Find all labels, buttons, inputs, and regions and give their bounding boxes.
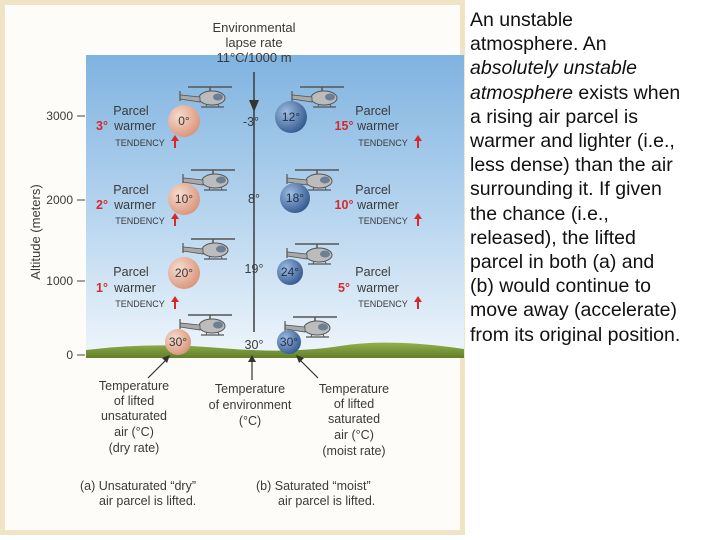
- env-temp-1000: 19°: [244, 262, 264, 276]
- dry-label-line: (dry rate): [108, 441, 160, 455]
- caption-line: An unstable: [470, 9, 573, 31]
- env-title-line1: Environmental: [212, 20, 296, 35]
- env-title-line3: 11°C/1000 m: [216, 50, 292, 65]
- dry-label-line: unsaturated: [100, 409, 168, 423]
- y-tick-1000: 1000: [46, 274, 73, 288]
- warmer-label: warmer: [114, 281, 156, 295]
- caption-line: a rising air parcel is: [470, 105, 638, 128]
- caption-a-line1: (a) Unsaturated “dry”: [80, 479, 197, 493]
- tendency-label: TENDENCY: [115, 216, 165, 226]
- caption-line: move away (accelerate): [470, 299, 677, 322]
- moist-label-line: air (°C): [334, 428, 374, 442]
- tendency-label: TENDENCY: [358, 216, 408, 226]
- caption-line: warmer and lighter (i.e.,: [470, 130, 675, 153]
- moist-diff-2000: 10°: [334, 198, 354, 212]
- y-tick-2000: 2000: [46, 193, 73, 207]
- env-temp-2000: 8°: [248, 192, 260, 206]
- dry-parcel-temp-0: 30°: [168, 335, 188, 349]
- caption-line: released), the lifted: [470, 226, 636, 249]
- warmer-label: warmer: [357, 281, 399, 295]
- moist-parcel-temp-1000: 24°: [280, 265, 300, 279]
- parcel-label: Parcel: [113, 104, 149, 118]
- parcel-label: Parcel: [113, 183, 149, 197]
- tendency-label: TENDENCY: [358, 138, 408, 148]
- caption-line: atmosphere. An: [470, 33, 607, 56]
- y-axis-label: Altitude (meters): [28, 184, 43, 280]
- caption-line: parcel in both (a) and: [470, 251, 655, 274]
- env-temp-0: 30°: [244, 338, 264, 352]
- caption-italic-term: atmosphere: [470, 81, 573, 104]
- moist-parcel-temp-0: 30°: [279, 335, 299, 349]
- tendency-label: TENDENCY: [358, 299, 408, 309]
- y-tick-3000: 3000: [46, 109, 73, 123]
- tendency-label: TENDENCY: [115, 138, 165, 148]
- caption-line-mixed: [470, 81, 718, 105]
- parcel-label: Parcel: [355, 183, 391, 197]
- dry-diff-3000: 3°: [96, 119, 108, 133]
- caption-italic-line: absolutely unstable: [470, 57, 637, 80]
- dry-diff-2000: 2°: [96, 198, 108, 212]
- caption-b-line2: air parcel is lifted.: [278, 494, 376, 508]
- caption-line: from its original position.: [470, 323, 681, 346]
- moist-label-line: of lifted: [333, 397, 375, 411]
- moist-diff-1000: 5°: [338, 281, 350, 295]
- dry-parcel-temp-2000: 10°: [174, 192, 194, 206]
- parcel-label: Parcel: [355, 104, 391, 118]
- env-title-line2: lapse rate: [225, 35, 283, 50]
- env-label-line: of environment: [208, 398, 292, 412]
- caption-line: less dense) than the air: [470, 154, 673, 177]
- env-label-line: (°C): [238, 414, 262, 428]
- env-temp-3000: -3°: [242, 115, 260, 129]
- moist-parcel-temp-3000: 12°: [281, 110, 301, 124]
- dry-parcel-temp-1000: 20°: [174, 266, 194, 280]
- moist-label-line: saturated: [327, 412, 381, 426]
- moist-diff-3000: 15°: [334, 119, 354, 133]
- env-label-line: Temperature: [214, 382, 286, 396]
- tendency-label: TENDENCY: [115, 299, 165, 309]
- moist-label-line: Temperature: [318, 382, 390, 396]
- dry-label-line: air (°C): [114, 425, 154, 439]
- warmer-label: warmer: [357, 119, 399, 133]
- description-text: [470, 8, 718, 347]
- caption-line-tail: exists when: [572, 81, 681, 104]
- y-tick-0: 0: [66, 348, 73, 362]
- dry-label-line: of lifted: [113, 394, 155, 408]
- dry-label-block: [99, 379, 169, 455]
- warmer-label: warmer: [114, 198, 156, 212]
- caption-a-line2: air parcel is lifted.: [99, 494, 197, 508]
- parcel-label: Parcel: [113, 265, 149, 279]
- caption-line: the chance (i.e.,: [470, 202, 609, 225]
- moist-label-block: [319, 382, 389, 458]
- dry-label-line: Temperature: [98, 379, 170, 393]
- parcel-label: Parcel: [355, 265, 391, 279]
- caption-line: (b) would continue to: [470, 275, 652, 298]
- warmer-label: warmer: [357, 198, 399, 212]
- caption-b-line1: (b) Saturated “moist”: [256, 479, 371, 493]
- moist-parcel-temp-2000: 18°: [285, 191, 305, 205]
- caption-line: surrounding it. If given: [470, 178, 662, 201]
- dry-parcel-temp-3000: 0°: [178, 114, 190, 128]
- moist-label-line: (moist rate): [322, 444, 386, 458]
- dry-diff-1000: 1°: [96, 281, 108, 295]
- warmer-label: warmer: [114, 119, 156, 133]
